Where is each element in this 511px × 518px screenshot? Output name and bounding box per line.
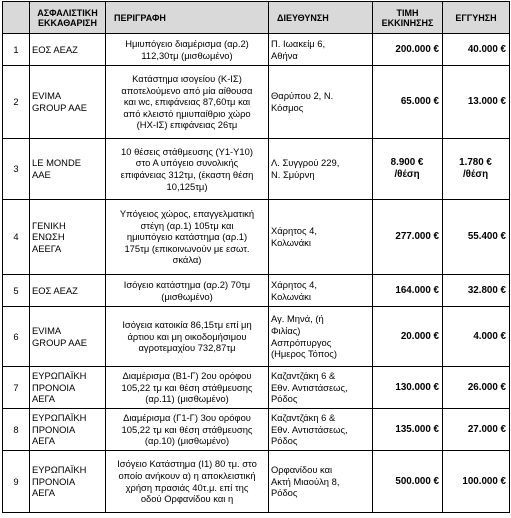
header-row [3,2,510,34]
row-insurer: EVIMA GROUP AAE [30,66,106,139]
table-row [3,200,510,275]
row-description: Ισόγειο Κατάστημα (Ι1) 80 τμ. στο οποίο ανήκουν α) η αποκλειστική χρήση πρασιάς 40τ.μ. επί της οδού Ορφανίδου και η [106,451,269,513]
row-insurer: ΕΟΣ ΑΕΑΖ [30,275,106,307]
row-number: 1 [3,34,30,66]
row-number: 4 [3,200,30,275]
header-number [3,2,30,34]
row-description: Κατάστημα ισογείου (Κ-ΙΣ) αποτελούμενο από μία αίθουσα και wc, επιφάνειας 87,60τμ και από κλειστό ημιυπαίθριο χώρο (ΗΧ-ΙΣ) επιφάνειας 26τμ [106,66,269,139]
row-price: 20.000 € [373,307,443,367]
row-price: 8.900 € /θέση [373,139,443,200]
row-address: Καζαντζάκη 6 & Εθν. Αντιστάσεως, Ρόδος [269,409,373,451]
row-address: Π. Ιωακείμ 6, Αθήνα [269,34,373,66]
row-guarantee: 13.000 € [443,66,510,139]
table-row [3,275,510,307]
table-row [3,66,510,139]
header-guarantee: ΕΓΓΥΗΣΗ [443,2,510,34]
row-price: 65.000 € [373,66,443,139]
row-number: 6 [3,307,30,367]
row-guarantee: 1.780 € /θέση [443,139,510,200]
row-address: Λ. Συγγρού 229, Ν. Σμύρνη [269,139,373,200]
table-row [3,307,510,367]
row-address: Καζαντζάκη 6 & Εθν. Αντιστάσεως, Ρόδος [269,367,373,409]
row-insurer: ΓΕΝΙΚΗ ΕΝΩΣΗ ΑΕΕΓΑ [30,200,106,275]
header-description: ΠΕΡΙΓΡΑΦΗ [106,2,269,34]
row-insurer: LE MONDE AAE [30,139,106,200]
row-price: 277.000 € [373,200,443,275]
row-address: Χάρητος 4, Κολωνάκι [269,275,373,307]
row-guarantee: 4.000 € [443,307,510,367]
row-address: Ορφανίδου και Ακτή Μιαούλη 8, Ρόδος [269,451,373,513]
row-insurer: EVIMA GROUP AAE [30,307,106,367]
row-address: Αγ. Μηνά, (ή Φιλίας) Ασπρόπυργος (Ημερος Τόπος) [269,307,373,367]
row-number: 9 [3,451,30,513]
row-address: Χάρητος 4, Κολωνάκι [269,200,373,275]
row-description: Διαμέρισμα (Β1-Γ) 2ου ορόφου 105,22 τμ και θέση στάθμευσης (αρ.11) (μισθωμένο) [106,367,269,409]
row-number: 8 [3,409,30,451]
row-guarantee: 32.800 € [443,275,510,307]
row-insurer: ΕΟΣ ΑΕΑΖ [30,34,106,66]
row-guarantee: 26.000 € [443,367,510,409]
row-description: 10 θέσεις στάθμευσης (Υ1-Υ10) στο Α υπόγειο συνολικής επιφάνειας 312τμ, (έκαστη θέση 10,125τμ) [106,139,269,200]
row-insurer: ΕΥΡΩΠΑΪΚΗ ΠΡΟΝΟΙΑ ΑΕΓΑ [30,409,106,451]
header-insurer: ΑΣΦΑΛΙΣΤΙΚΗ ΕΚΚΑΘΑΡΙΣΗ [30,2,106,34]
header-price: ΤΙΜΗ ΕΚΚΙΝΗΣΗΣ [373,2,443,34]
row-number: 3 [3,139,30,200]
row-price: 500.000 € [373,451,443,513]
row-address: Θαρύπου 2, Ν. Κόσμος [269,66,373,139]
row-description: Ισόγεια κατοικία 86,15τμ επί μη άρτιου και μη οικοδομήσιμου αγροτεμαχίου 732,87τμ [106,307,269,367]
table-row [3,367,510,409]
row-description: Ισόγειο κατάστημα (αρ.2) 70τμ (μισθωμένο) [106,275,269,307]
row-description: Υπόγειος χώρος, επαγγελματική στέγη (αρ.1) 105τμ και ημιυπόγειο κατάστημα (αρ.1) 175τμ (επικοινωνούν με εσωτ. σκάλα) [106,200,269,275]
row-insurer: ΕΥΡΩΠΑΪΚΗ ΠΡΟΝΟΙΑ ΑΕΓΑ [30,451,106,513]
row-guarantee: 40.000 € [443,34,510,66]
table-row [3,34,510,66]
row-guarantee: 55.400 € [443,200,510,275]
table-row [3,139,510,200]
row-guarantee: 27.000 € [443,409,510,451]
row-description: Ημιυπόγειο διαμέρισμα (αρ.2) 112,30τμ (μισθωμένο) [106,34,269,66]
row-number: 7 [3,367,30,409]
row-number: 5 [3,275,30,307]
header-address: ΔΙΕΥΘΥΝΣΗ [269,2,373,34]
row-number: 2 [3,66,30,139]
auction-table [2,1,510,513]
row-price: 164.000 € [373,275,443,307]
row-price: 130.000 € [373,367,443,409]
row-insurer: ΕΥΡΩΠΑΪΚΗ ΠΡΟΝΟΙΑ ΑΕΓΑ [30,367,106,409]
row-price: 200.000 € [373,34,443,66]
table-row [3,409,510,451]
row-price: 135.000 € [373,409,443,451]
row-guarantee: 100.000 € [443,451,510,513]
table-row [3,451,510,513]
row-description: Διαμέρισμα (Γ1-Γ) 3ου ορόφου 105,22 τμ και θέση στάθμευσης (αρ.10) (μισθωμένο) [106,409,269,451]
